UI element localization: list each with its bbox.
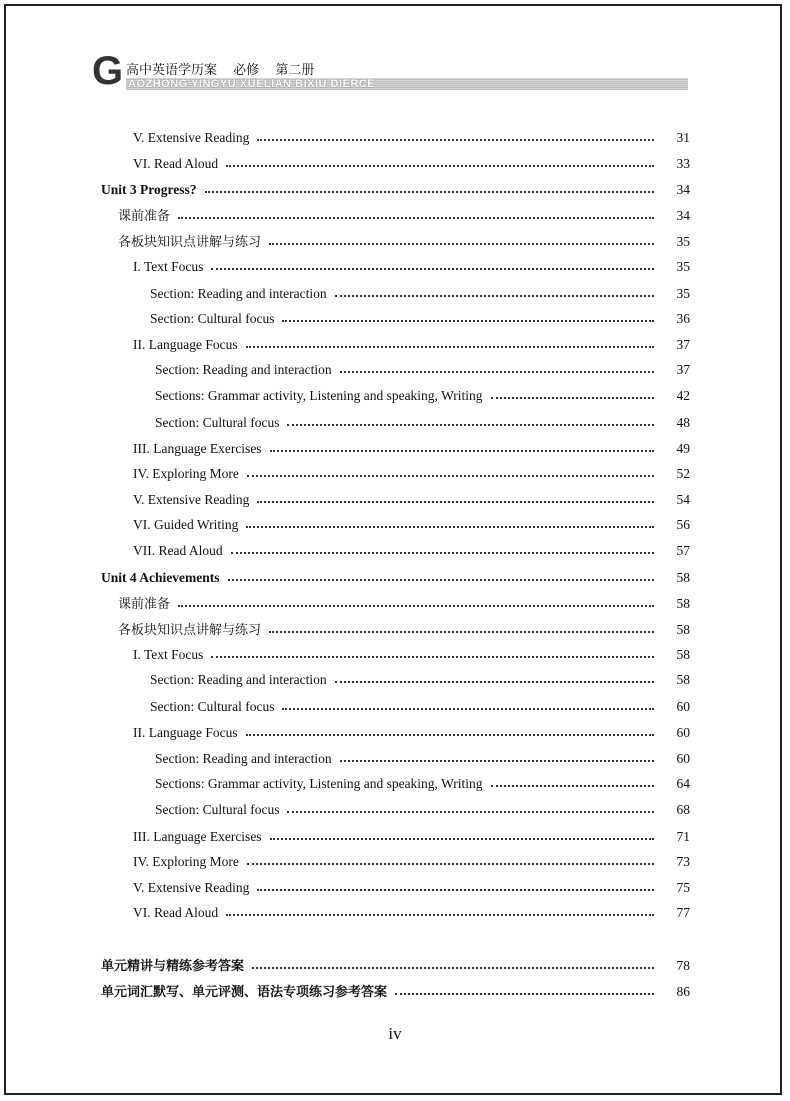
toc-entry-page: 68 [676, 802, 690, 817]
toc-dot-leader [335, 295, 654, 297]
toc-entry [150, 305, 690, 327]
toc-dot-leader [246, 346, 654, 348]
toc-entry-label: Section: Cultural focus [155, 415, 280, 430]
toc-entry [155, 796, 690, 818]
toc-entry-label: V. Extensive Reading [133, 492, 250, 507]
toc-entry [118, 202, 690, 224]
toc-entry-label: Section: Cultural focus [150, 311, 275, 326]
toc-entry-label: 各板块知识点讲解与练习 [118, 623, 262, 638]
toc-entry-label: III. Language Exercises [133, 441, 262, 456]
toc-dot-leader [231, 552, 654, 554]
toc-entry-label: Unit 3 Progress? [101, 182, 197, 197]
toc-entry [155, 745, 690, 767]
toc-entry-page: 33 [676, 156, 690, 171]
toc-entry [101, 952, 690, 974]
toc-entry-page: 58 [676, 622, 690, 637]
toc-entry-label: VII. Read Aloud [133, 543, 223, 558]
toc-entry-label: VI. Guided Writing [133, 517, 239, 532]
toc-dot-leader [178, 605, 654, 607]
toc-entry-page: 48 [676, 415, 690, 430]
toc-dot-leader [257, 501, 654, 503]
toc-entry-label: 各板块知识点讲解与练习 [118, 235, 262, 250]
toc-entry-label: Section: Reading and interaction [150, 286, 327, 301]
toc-entry [118, 228, 690, 250]
toc-dot-leader [178, 217, 654, 219]
toc-entry [133, 641, 690, 663]
toc-entry-page: 78 [676, 958, 690, 973]
toc-dot-leader [247, 475, 654, 477]
toc-entry [133, 331, 690, 353]
toc-dot-leader [287, 811, 654, 813]
toc-entry-label: Section: Cultural focus [155, 802, 280, 817]
toc-entry [150, 280, 690, 302]
toc-entry-page: 57 [676, 543, 690, 558]
header-subtitle: AOZHONG YINGYU XUELIAN BIXIU DIERCE [128, 78, 376, 90]
toc-entry [101, 176, 690, 198]
toc-dot-leader [205, 191, 655, 193]
toc-dot-leader [269, 243, 654, 245]
toc-entry-page: 56 [676, 517, 690, 532]
toc-entry-page: 35 [676, 259, 690, 274]
header-title-volume: 必修 [233, 63, 260, 78]
toc-dot-leader [282, 708, 654, 710]
toc-entry-label: Section: Reading and interaction [150, 672, 327, 687]
toc-entry-page: 54 [676, 492, 690, 507]
toc-dot-leader [228, 579, 655, 581]
toc-dot-leader [340, 760, 654, 762]
toc-dot-leader [226, 914, 654, 916]
toc-entry [133, 435, 690, 457]
toc-entry-page: 58 [676, 672, 690, 687]
toc-entry-label: Unit 4 Achievements [101, 570, 220, 585]
toc-entry-page: 49 [676, 441, 690, 456]
toc-entry-label: Sections: Grammar activity, Listening and speaking, Writing [155, 776, 483, 791]
toc-entry [133, 874, 690, 896]
toc-dot-leader [282, 320, 654, 322]
toc-dot-leader [340, 371, 654, 373]
header-title-book: 高中英语学历案 [126, 63, 218, 78]
toc-dot-leader [246, 526, 654, 528]
toc-entry-page: 73 [676, 854, 690, 869]
toc-dot-leader [246, 734, 654, 736]
toc-entry-page: 37 [676, 337, 690, 352]
toc-entry-page: 37 [676, 362, 690, 377]
toc-entry-label: VI. Read Aloud [133, 156, 219, 171]
toc-entry [133, 253, 690, 275]
toc-entry-page: 77 [676, 905, 690, 920]
toc-entry-label: 课前准备 [118, 209, 171, 224]
toc-entry [150, 693, 690, 715]
toc-entry [118, 590, 690, 612]
toc-entry-label: IV. Exploring More [133, 854, 239, 869]
toc-entry-label: V. Extensive Reading [133, 130, 250, 145]
toc-entry [133, 511, 690, 533]
toc-entry [155, 356, 690, 378]
page-number: iv [388, 1024, 402, 1043]
header-title [126, 59, 326, 78]
toc-dot-leader [226, 165, 654, 167]
toc-entry-label: III. Language Exercises [133, 829, 262, 844]
toc-entry-page: 58 [676, 596, 690, 611]
toc-entry-label: II. Language Focus [133, 337, 238, 352]
toc-entry-page: 34 [676, 208, 690, 223]
toc-entry-page: 60 [676, 725, 690, 740]
toc-entry [155, 382, 690, 404]
toc-entry-page: 35 [676, 286, 690, 301]
toc-entry [133, 899, 690, 921]
toc-entry-page: 64 [676, 776, 690, 791]
toc-entry-page: 35 [676, 234, 690, 249]
toc-entry-page: 60 [676, 699, 690, 714]
toc-entry [118, 616, 690, 638]
toc-dot-leader [491, 785, 654, 787]
toc-entry [133, 537, 690, 559]
toc-entry-label: I. Text Focus [133, 259, 204, 274]
toc-entry-page: 42 [676, 388, 690, 403]
toc-entry-label: 单元精讲与精练参考答案 [101, 959, 245, 974]
toc-entry-label: II. Language Focus [133, 725, 238, 740]
toc-entry [155, 409, 690, 431]
running-header [92, 49, 688, 93]
toc-dot-leader [211, 268, 654, 270]
toc-dot-leader [211, 656, 654, 658]
logo-letter: G [92, 49, 122, 93]
toc-entry-label: I. Text Focus [133, 647, 204, 662]
toc-dot-leader [287, 424, 654, 426]
toc-entry-label: VI. Read Aloud [133, 905, 219, 920]
toc-entry-page: 31 [676, 130, 690, 145]
toc-entry-page: 58 [676, 570, 690, 585]
toc-entry [133, 486, 690, 508]
toc-entry-page: 86 [676, 984, 690, 999]
toc-dot-leader [257, 889, 654, 891]
header-title-part: 第二册 [275, 63, 315, 78]
toc-entry [133, 150, 690, 172]
toc-entry-label: V. Extensive Reading [133, 880, 250, 895]
toc-entry-page: 75 [676, 880, 690, 895]
toc-entry-label: 课前准备 [118, 597, 171, 612]
toc-dot-leader [269, 631, 654, 633]
toc-entry-label: Section: Reading and interaction [155, 751, 332, 766]
toc-dot-leader [335, 681, 654, 683]
toc-entry-page: 60 [676, 751, 690, 766]
toc-entry-page: 71 [676, 829, 690, 844]
toc-dot-leader [491, 397, 654, 399]
toc-entry [133, 823, 690, 845]
toc-entry [155, 770, 690, 792]
toc-dot-leader [270, 838, 654, 840]
toc-dot-leader [247, 863, 654, 865]
toc-entry-label: Section: Reading and interaction [155, 362, 332, 377]
toc-entry [101, 978, 690, 1000]
toc-entry [133, 124, 690, 146]
toc-entry-page: 52 [676, 466, 690, 481]
toc-entry-page: 36 [676, 311, 690, 326]
toc-entry-label: Section: Cultural focus [150, 699, 275, 714]
toc-entry-label: Sections: Grammar activity, Listening and speaking, Writing [155, 388, 483, 403]
toc-entry [133, 848, 690, 870]
toc-entry-page: 58 [676, 647, 690, 662]
toc-entry [150, 666, 690, 688]
toc-entry [133, 719, 690, 741]
toc-entry-label: 单元词汇默写、单元评测、语法专项练习参考答案 [101, 985, 388, 1000]
toc-entry-label: IV. Exploring More [133, 466, 239, 481]
toc-dot-leader [270, 450, 654, 452]
toc-entry [101, 564, 690, 586]
toc-dot-leader [252, 967, 654, 969]
toc-dot-leader [395, 993, 654, 995]
toc-dot-leader [257, 139, 654, 141]
toc-entry-page: 34 [676, 182, 690, 197]
toc-entry [133, 460, 690, 482]
